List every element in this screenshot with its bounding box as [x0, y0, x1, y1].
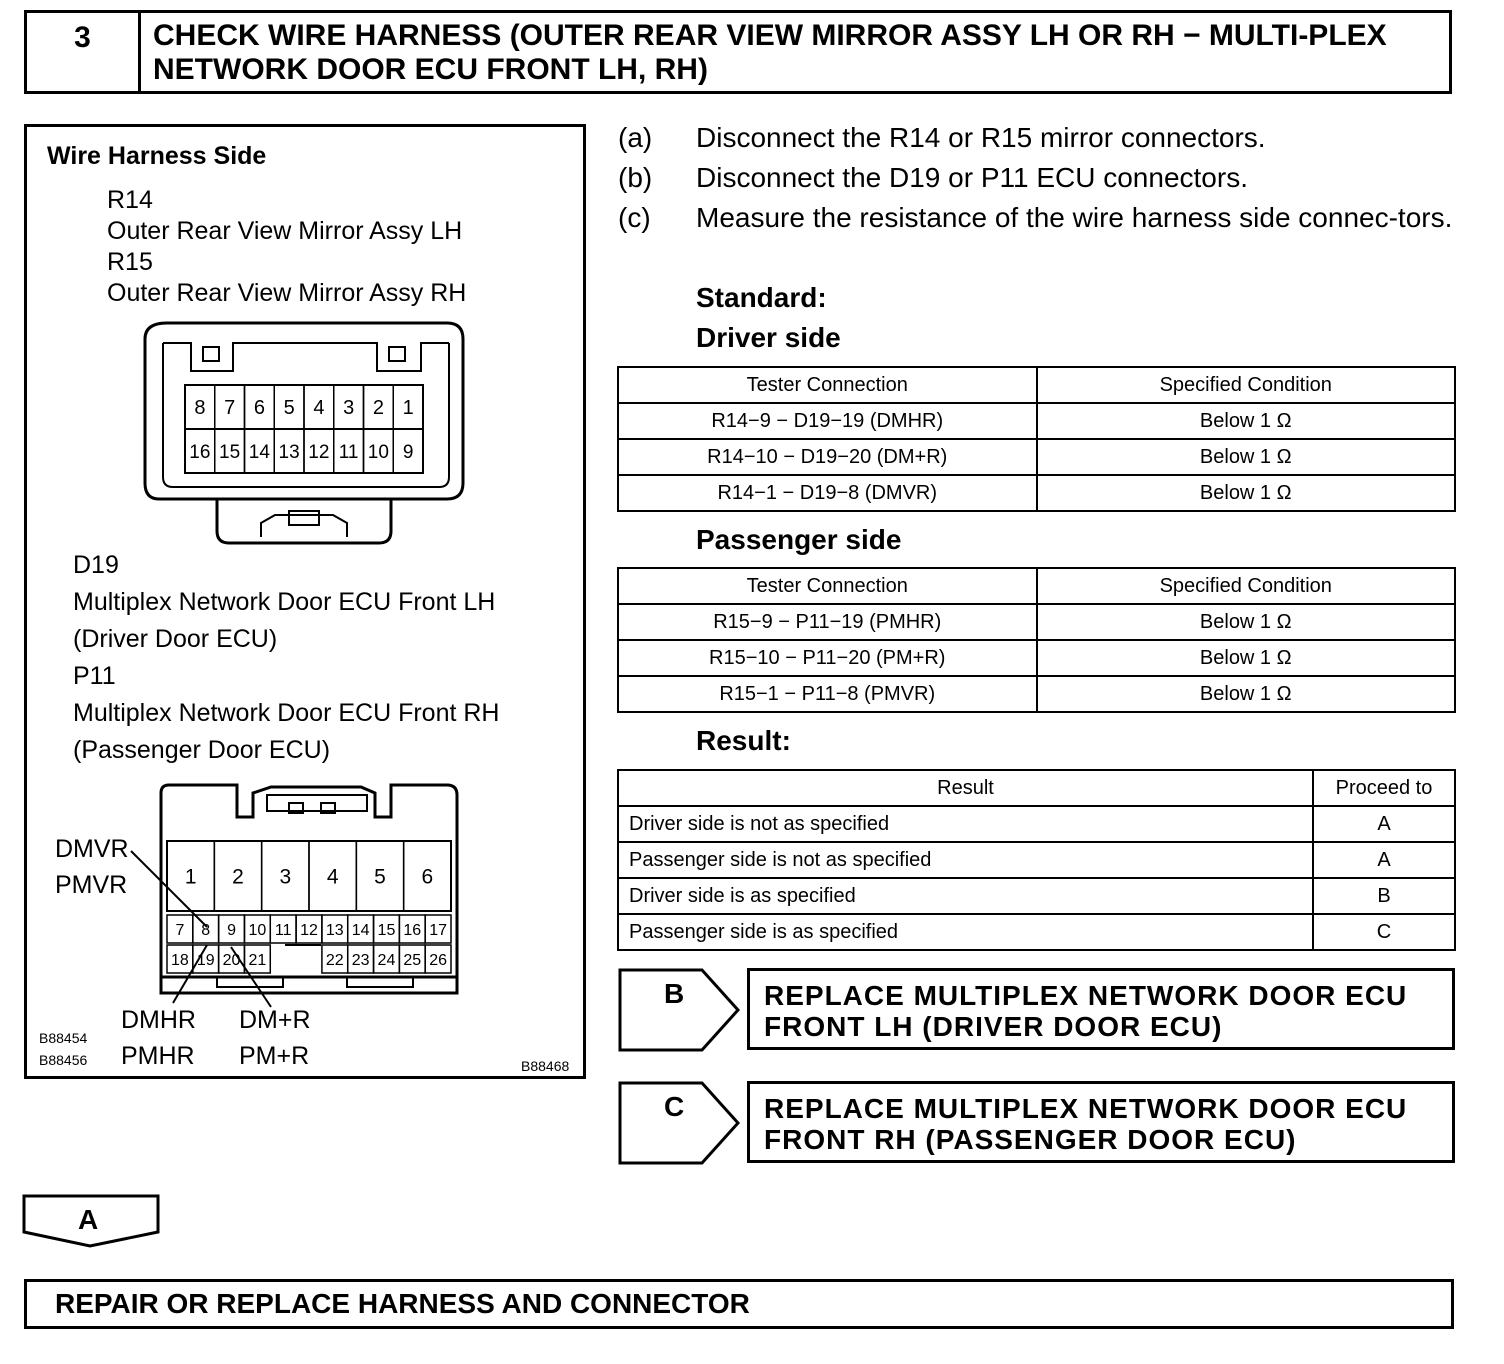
table-cell: Below 1 Ω	[1037, 604, 1456, 640]
header-specified-condition: Specified Condition	[1037, 568, 1456, 604]
mirror-pin-label: 2	[372, 397, 384, 420]
ecu-pin-label: 9	[227, 921, 236, 939]
step-a-label: (a)	[618, 122, 653, 153]
table-cell: R15−9 − P11−19 (PMHR)	[618, 604, 1037, 640]
ecu-pin-label: 23	[351, 951, 370, 969]
table-cell: B	[1313, 878, 1455, 914]
step-a-text: Disconnect the R14 or R15 mirror connectors.	[696, 122, 1266, 153]
table-cell: A	[1313, 806, 1455, 842]
final-action-box: REPAIR OR REPLACE HARNESS AND CONNECTOR	[24, 1279, 1454, 1329]
ecu-label-p11: P11	[73, 662, 116, 690]
mirror-label-r15: R15	[107, 248, 153, 276]
table-row	[618, 676, 1455, 712]
table-cell: A	[1313, 842, 1455, 878]
table-cell: Passenger side is not as specified	[618, 842, 1313, 878]
ecu-label-d19: D19	[73, 551, 119, 579]
table-cell: R15−1 − P11−8 (PMVR)	[618, 676, 1037, 712]
ecu-label-rh: Multiplex Network Door ECU Front RH	[73, 699, 500, 727]
figure-title: Wire Harness Side	[47, 142, 267, 170]
ecu-pin-label: 2	[232, 865, 244, 889]
table-row	[618, 475, 1455, 511]
step-header	[24, 10, 1452, 94]
mirror-label-rh: Outer Rear View Mirror Assy RH	[107, 279, 467, 307]
ecu-pin-label: 13	[325, 921, 344, 939]
figure-code-2: B88456	[39, 1052, 88, 1068]
figure-code-3: B88468	[521, 1058, 570, 1074]
ecu-pin-label: 16	[403, 921, 422, 939]
figure-code-1: B88454	[39, 1030, 88, 1046]
result-table	[617, 769, 1456, 951]
callout-pmr: PM+R	[239, 1042, 310, 1070]
table-row	[618, 842, 1455, 878]
table-header-row	[618, 568, 1455, 604]
action-c-line2: FRONT RH (PASSENGER DOOR ECU)	[764, 1124, 1297, 1155]
table-row	[618, 878, 1455, 914]
arrow-c-label: C	[664, 1091, 685, 1122]
table-row	[618, 914, 1455, 950]
ecu-pin-label: 4	[326, 865, 339, 889]
table-cell: R14−10 − D19−20 (DM+R)	[618, 439, 1037, 475]
action-c-box	[747, 1081, 1455, 1163]
mirror-pin-label: 11	[338, 441, 359, 463]
table-row	[618, 403, 1455, 439]
standard-label: Standard:	[696, 282, 827, 313]
table-cell: Below 1 Ω	[1037, 475, 1456, 511]
ecu-pin-label: 5	[374, 865, 386, 889]
mirror-pin-label: 8	[194, 397, 206, 420]
table-cell: R14−1 − D19−8 (DMVR)	[618, 475, 1037, 511]
mirror-pin-label: 15	[219, 441, 241, 463]
step-c-text: Measure the resistance of the wire harness side connec-tors.	[696, 202, 1453, 233]
header-specified-condition: Specified Condition	[1037, 367, 1456, 403]
ecu-pin-label: 26	[429, 951, 447, 969]
ecu-pin-label: 21	[248, 951, 267, 969]
ecu-pin-label: 12	[300, 921, 318, 939]
mirror-pin-label: 12	[308, 441, 330, 463]
header-tester-connection: Tester Connection	[618, 367, 1037, 403]
ecu-pin-label: 1	[184, 865, 197, 889]
mirror-pin-label: 4	[313, 397, 325, 420]
header-result: Result	[618, 770, 1313, 806]
callout-dmvr: DMVR	[55, 835, 129, 863]
action-b-box	[747, 968, 1455, 1050]
driver-side-label: Driver side	[696, 322, 841, 353]
ecu-pin-label: 10	[248, 921, 267, 939]
mirror-label-lh: Outer Rear View Mirror Assy LH	[107, 217, 463, 245]
ecu-pin-label: 22	[325, 951, 344, 969]
action-b-line2: FRONT LH (DRIVER DOOR ECU)	[764, 1011, 1223, 1042]
mirror-pin-label: 1	[402, 397, 414, 420]
arrow-b-label: B	[664, 978, 685, 1009]
ecu-pin-label: 19	[196, 951, 215, 969]
callout-pmhr: PMHR	[121, 1042, 195, 1070]
table-header-row	[618, 367, 1455, 403]
ecu-label-lh: Multiplex Network Door ECU Front LH	[73, 588, 496, 616]
action-b-line1: REPLACE MULTIPLEX NETWORK DOOR ECU	[764, 980, 1408, 1011]
header-tester-connection: Tester Connection	[618, 568, 1037, 604]
step-c-label: (c)	[618, 202, 651, 233]
table-cell: C	[1313, 914, 1455, 950]
mirror-pin-label: 13	[278, 441, 300, 463]
ecu-pin-label: 25	[403, 951, 422, 969]
mirror-pin-label: 16	[189, 441, 211, 463]
ecu-pin-label: 15	[377, 921, 396, 939]
ecu-pin-label: 14	[351, 921, 370, 939]
table-cell: R15−10 − P11−20 (PM+R)	[618, 640, 1037, 676]
table-cell: R14−9 − D19−19 (DMHR)	[618, 403, 1037, 439]
mirror-pin-label: 6	[253, 397, 265, 420]
mirror-pin-label: 7	[224, 397, 236, 420]
callout-dmr: DM+R	[239, 1006, 311, 1034]
step-title: CHECK WIRE HARNESS (OUTER REAR VIEW MIRROR ASSY LH OR RH − MULTI-PLEX NETWORK DOOR ECU FRONT LH, RH)	[153, 19, 1387, 86]
passenger-side-label: Passenger side	[696, 524, 902, 555]
callout-pmvr: PMVR	[55, 871, 128, 899]
table-header-row	[618, 770, 1455, 806]
table-cell: Driver side is not as specified	[618, 806, 1313, 842]
table-cell: Below 1 Ω	[1037, 640, 1456, 676]
mirror-pin-label: 10	[367, 441, 389, 463]
ecu-pin-label: 3	[279, 865, 292, 889]
ecu-pin-label: 7	[175, 921, 185, 939]
table-row	[618, 439, 1455, 475]
passenger-table	[617, 567, 1456, 713]
table-row	[618, 640, 1455, 676]
callout-dmhr: DMHR	[121, 1006, 196, 1034]
mirror-pin-label: 3	[343, 397, 355, 420]
ecu-pin-label: 24	[377, 951, 396, 969]
arrow-a-label: A	[78, 1204, 99, 1235]
mirror-pin-label: 14	[248, 441, 270, 463]
ecu-label-passenger: (Passenger Door ECU)	[73, 736, 331, 764]
ecu-label-driver: (Driver Door ECU)	[73, 625, 278, 653]
table-cell: Below 1 Ω	[1037, 676, 1456, 712]
table-cell: Below 1 Ω	[1037, 439, 1456, 475]
ecu-pin-label: 20	[222, 951, 241, 969]
table-row	[618, 604, 1455, 640]
result-label: Result:	[696, 725, 791, 756]
table-row	[618, 806, 1455, 842]
ecu-pin-label: 17	[429, 921, 447, 939]
mirror-pin-label: 5	[283, 397, 295, 420]
step-b-text: Disconnect the D19 or P11 ECU connectors.	[696, 162, 1248, 193]
step-b-label: (b)	[618, 162, 653, 193]
mirror-pin-label: 9	[402, 441, 414, 463]
mirror-label-r14: R14	[107, 186, 153, 214]
table-cell: Driver side is as specified	[618, 878, 1313, 914]
driver-table	[617, 366, 1456, 512]
ecu-pin-label: 6	[421, 865, 434, 889]
ecu-pin-label: 8	[201, 921, 211, 939]
table-cell: Below 1 Ω	[1037, 403, 1456, 439]
connector-figure	[24, 124, 586, 1079]
action-c-line1: REPLACE MULTIPLEX NETWORK DOOR ECU	[764, 1093, 1408, 1124]
step-number: 3	[27, 13, 141, 91]
table-cell: Passenger side is as specified	[618, 914, 1313, 950]
header-proceed-to: Proceed to	[1313, 770, 1455, 806]
ecu-pin-label: 18	[171, 951, 189, 969]
ecu-pin-label: 11	[274, 921, 292, 939]
